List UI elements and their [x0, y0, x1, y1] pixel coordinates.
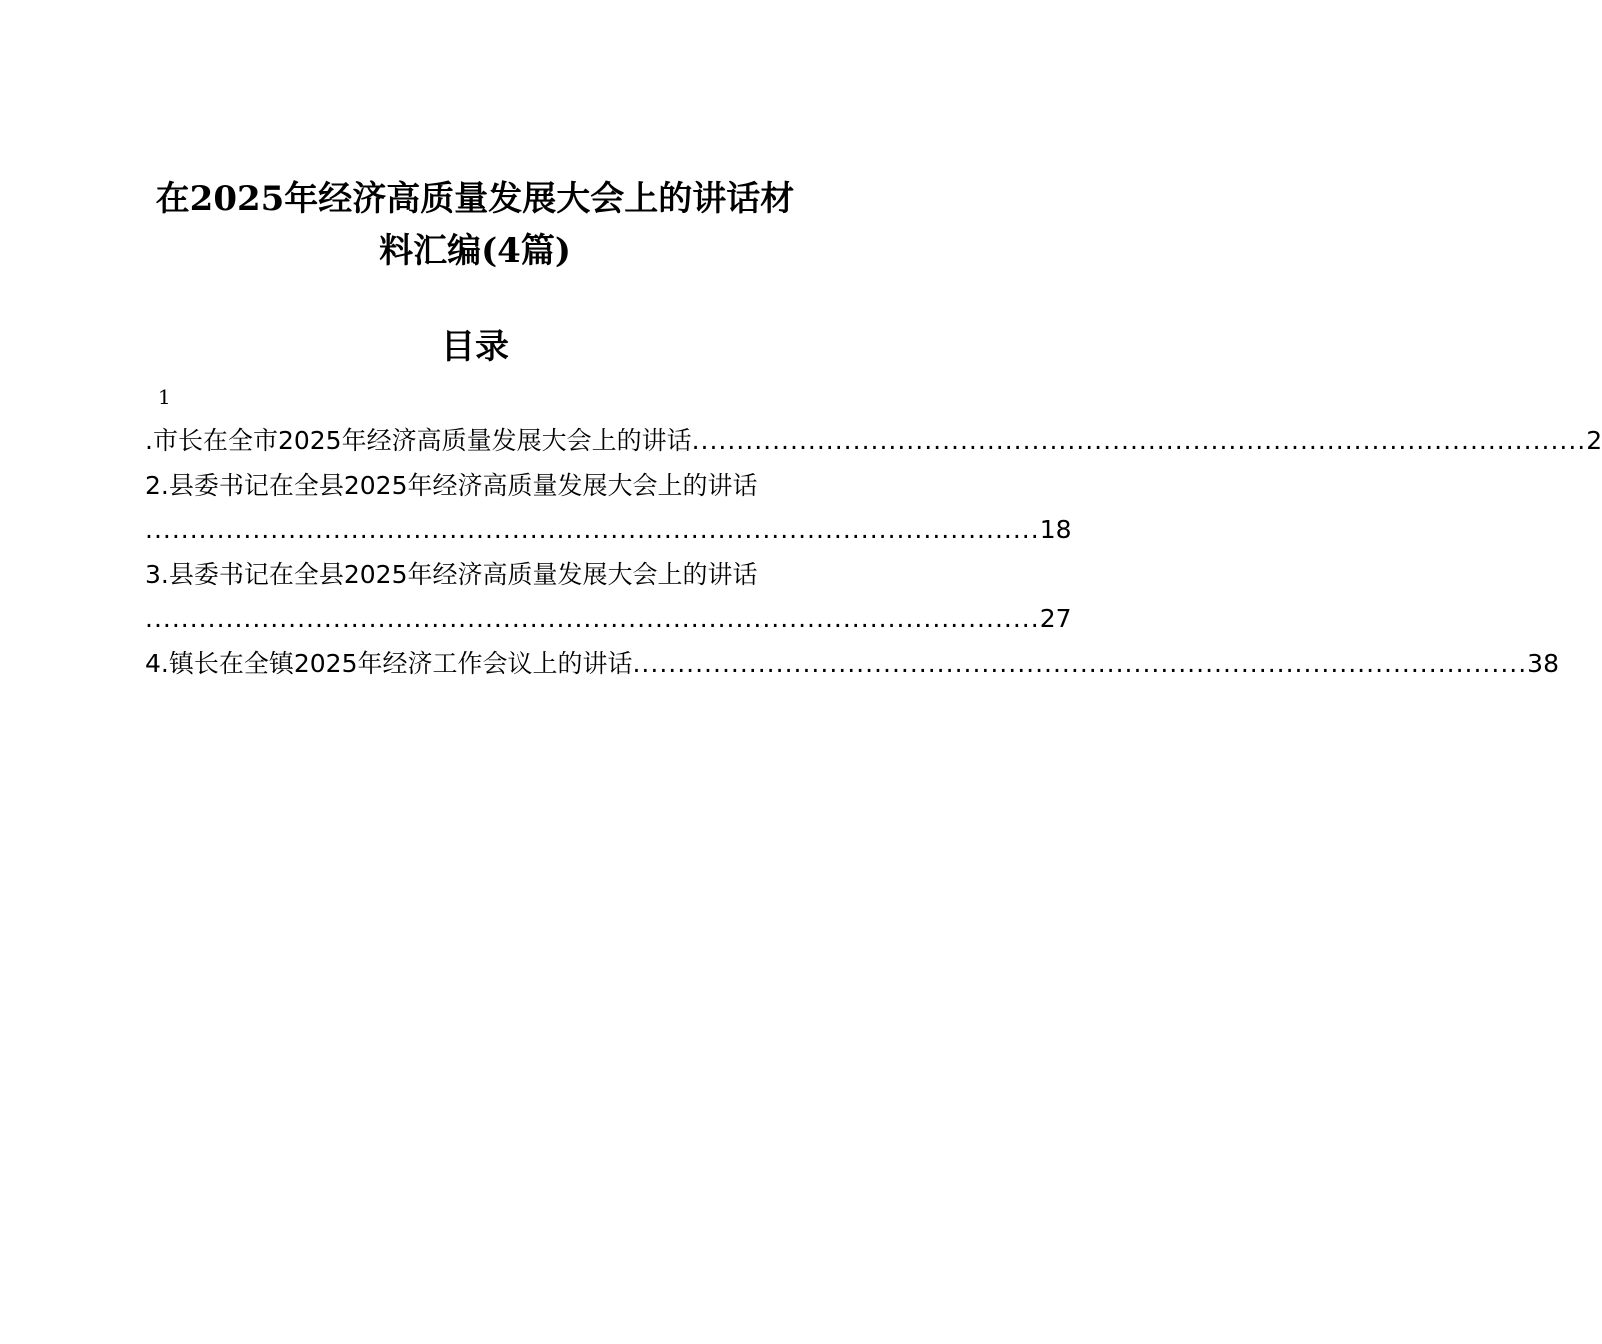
toc-item-3-title: 3.县委书记在全县2025年经济高质量发展大会上的讲话 — [145, 560, 758, 589]
toc-item-2-title: 2.县委书记在全县2025年经济高质量发展大会上的讲话 — [145, 471, 758, 500]
toc-item-1-leader: .................................................................................................... — [691, 426, 1587, 455]
toc-item-3-leader-line[interactable] — [145, 597, 1072, 641]
toc-item-4-title: 4.镇长在全镇2025年经济工作会议上的讲话 — [145, 649, 633, 678]
toc-heading: 目录 — [441, 327, 509, 367]
toc-item-2-page: 18 — [1039, 515, 1072, 544]
toc-item-4[interactable] — [145, 642, 1559, 686]
toc-item-1-number: 1 — [158, 385, 171, 409]
document-title-line-1: 在2025年经济高质量发展大会上的讲话材 — [155, 179, 795, 219]
document-title-line-2: 料汇编(4篇) — [379, 231, 571, 271]
toc-item-3-leader: .................................................................................................... — [145, 604, 1040, 633]
toc-item-1-title: .市长在全市2025年经济高质量发展大会上的讲话 — [145, 426, 692, 455]
toc-item-3-page: 27 — [1039, 604, 1072, 633]
toc-item-2[interactable] — [145, 464, 805, 508]
toc-item-1[interactable] — [145, 419, 1602, 463]
toc-item-2-leader-line[interactable] — [145, 508, 1072, 552]
toc-item-1-page: 2 — [1586, 426, 1602, 455]
toc-item-4-page: 38 — [1527, 649, 1559, 678]
toc-item-3[interactable] — [145, 553, 805, 597]
toc-item-2-leader: .................................................................................................... — [145, 515, 1040, 544]
toc-item-4-leader: .................................................................................................... — [632, 649, 1528, 678]
